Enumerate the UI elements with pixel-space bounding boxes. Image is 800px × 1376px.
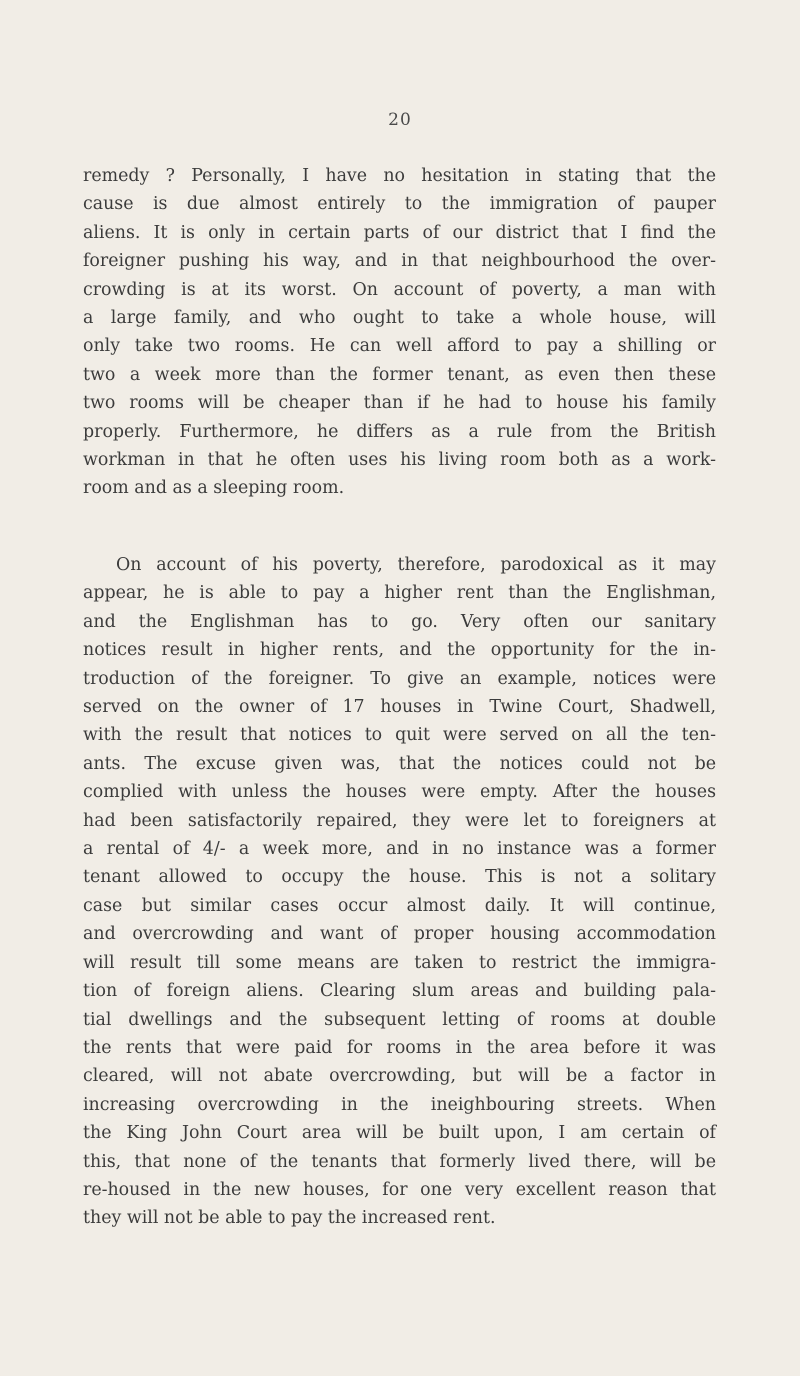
text-line: troduction of the foreigner. To give an example, notices were xyxy=(83,668,716,689)
text-line: foreigner pushing his way, and in that neighbourhood the over- xyxy=(83,251,716,272)
text-line: the rents that were paid for rooms in the area before it was xyxy=(83,1037,716,1058)
text-line: properly. Furthermore, he differs as a rule from the British xyxy=(83,421,716,442)
text-line: and the Englishman has to go. Very often our sanitary xyxy=(83,611,716,632)
text-line: served on the owner of 17 houses in Twine Court, Shadwell, xyxy=(83,697,716,718)
text-line: the King John Court area will be built upon, I am certain of xyxy=(83,1123,716,1144)
text-line: ants. The excuse given was, that the notices could not be xyxy=(83,753,716,774)
text-line: this, that none of the tenants that formerly lived there, will be xyxy=(83,1151,716,1172)
paragraph-1 xyxy=(83,162,716,503)
text-line: only take two rooms. He can well afford to pay a shilling or xyxy=(83,336,716,357)
text-line: a rental of 4/- a week more, and in no instance was a former xyxy=(83,839,716,860)
text-line: case but similar cases occur almost daily. It will continue, xyxy=(83,895,716,916)
text-line: had been satisfactorily repaired, they were let to foreigners at xyxy=(83,810,716,831)
text-line: tenant allowed to occupy the house. This is not a solitary xyxy=(83,867,716,888)
page-number: 20 xyxy=(388,110,412,130)
text-line: will result till some means are taken to restrict the immigra- xyxy=(83,952,716,973)
text-line: two rooms will be cheaper than if he had to house his family xyxy=(83,393,716,414)
text-line: tion of foreign aliens. Clearing slum areas and building pala- xyxy=(83,981,716,1002)
text-line: increasing overcrowding in the ineighbouring streets. When xyxy=(83,1094,716,1115)
text-line: tial dwellings and the subsequent letting of rooms at double xyxy=(83,1009,716,1030)
text-line: aliens. It is only in certain parts of our district that I find the xyxy=(83,222,716,243)
text-line: notices result in higher rents, and the opportunity for the in- xyxy=(83,640,716,661)
text-line: cause is due almost entirely to the immigration of pauper xyxy=(83,194,716,215)
text-line: re-housed in the new houses, for one very excellent reason that xyxy=(83,1179,716,1200)
text-line: with the result that notices to quit were served on all the ten- xyxy=(83,725,716,746)
text-line: and overcrowding and want of proper housing accommodation xyxy=(83,924,716,945)
text-line: a large family, and who ought to take a whole house, will xyxy=(83,308,716,329)
text-line: cleared, will not abate overcrowding, but will be a factor in xyxy=(83,1066,716,1087)
text-line: On account of his poverty, therefore, parodoxical as it may xyxy=(116,555,716,575)
text-line: complied with unless the houses were empty. After the houses xyxy=(83,782,716,803)
text-line: crowding is at its worst. On account of poverty, a man with xyxy=(83,279,716,300)
text-line: workman in that he often uses his living room both as a work- xyxy=(83,450,716,471)
text-line: room and as a sleeping room. xyxy=(83,478,345,499)
text-line: two a week more than the former tenant, as even then these xyxy=(83,364,716,385)
text-line: they will not be able to pay the increased rent. xyxy=(83,1208,496,1229)
text-line: remedy ? Personally, I have no hesitation in stating that the xyxy=(83,166,716,186)
paragraph-2 xyxy=(83,551,716,1233)
text-line: appear, he is able to pay a higher rent than the Englishman, xyxy=(83,583,716,604)
